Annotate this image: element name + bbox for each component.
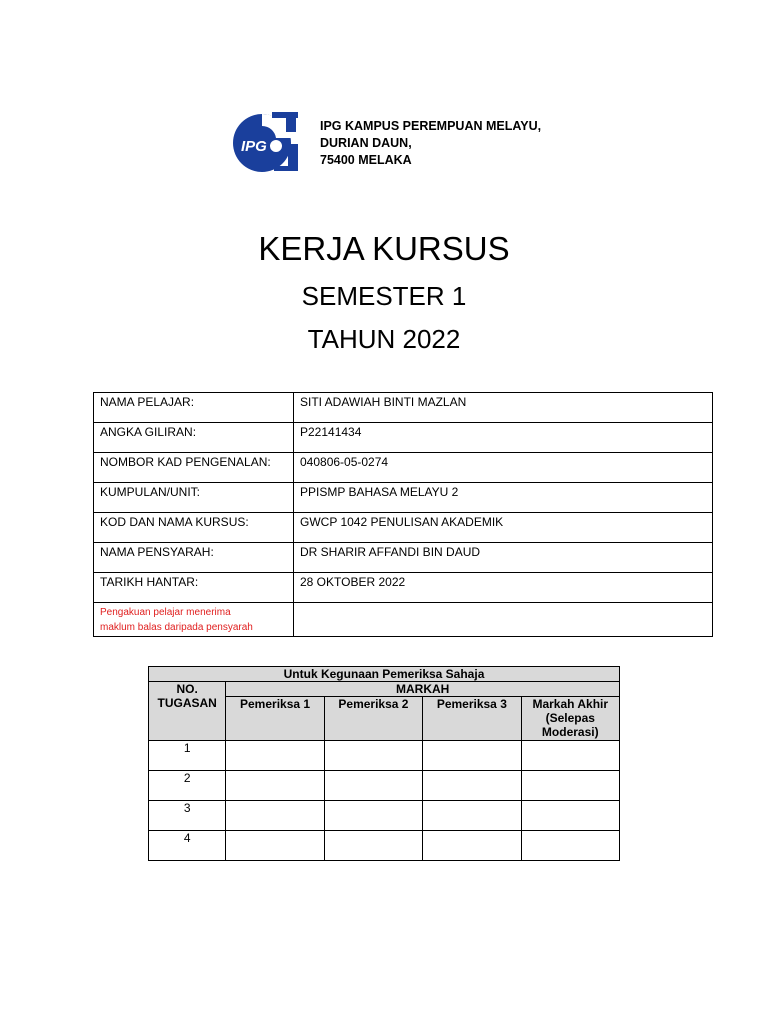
table-row [94, 483, 713, 513]
field-label: TARIKH HANTAR: [94, 573, 294, 603]
col-examiner-2: Pemeriksa 2 [324, 697, 422, 741]
table-row [94, 453, 713, 483]
table-row [149, 771, 620, 801]
task-number: 2 [149, 771, 226, 801]
mark-cell[interactable] [423, 831, 521, 861]
col-task-number: NO. TUGASAN [149, 682, 226, 741]
table-row [94, 393, 713, 423]
field-value: SITI ADAWIAH BINTI MAZLAN [294, 393, 713, 423]
acknowledgement-signature-cell[interactable] [294, 603, 713, 637]
col-markah: MARKAH [226, 682, 620, 697]
logo-text: IPG [241, 138, 267, 155]
acknowledgement-label [94, 603, 294, 637]
acknowledgement-line: Pengakuan pelajar menerima [100, 607, 231, 618]
marks-table [148, 666, 620, 861]
table-row [149, 741, 620, 771]
field-label: KOD DAN NAMA KURSUS: [94, 513, 294, 543]
col-final-mark: Markah Akhir (Selepas Moderasi) [521, 697, 619, 741]
mark-cell[interactable] [423, 771, 521, 801]
field-value: DR SHARIR AFFANDI BIN DAUD [294, 543, 713, 573]
table-row [149, 801, 620, 831]
field-label: KUMPULAN/UNIT: [94, 483, 294, 513]
table-row [94, 573, 713, 603]
mark-cell[interactable] [324, 741, 422, 771]
mark-cell[interactable] [423, 741, 521, 771]
table-row [149, 831, 620, 861]
field-value: PPISMP BAHASA MELAYU 2 [294, 483, 713, 513]
mark-cell[interactable] [324, 771, 422, 801]
mark-cell[interactable] [521, 771, 619, 801]
mark-cell[interactable] [226, 741, 324, 771]
year-heading: TAHUN 2022 [307, 324, 461, 354]
semester-heading: SEMESTER 1 [301, 281, 467, 311]
student-info-table [93, 392, 713, 637]
mark-cell[interactable] [521, 831, 619, 861]
col-examiner-1: Pemeriksa 1 [226, 697, 324, 741]
table-row [94, 513, 713, 543]
table-row [94, 423, 713, 453]
field-label: ANGKA GILIRAN: [94, 423, 294, 453]
table-row [94, 543, 713, 573]
institution-line: 75400 MELAKA [320, 153, 412, 167]
mark-cell[interactable] [226, 831, 324, 861]
mark-cell[interactable] [521, 741, 619, 771]
document-title: KERJA KURSUS [258, 230, 510, 267]
table-row [94, 603, 713, 637]
field-value: P22141434 [294, 423, 713, 453]
field-value: 040806-05-0274 [294, 453, 713, 483]
task-number: 3 [149, 801, 226, 831]
col-examiner-3: Pemeriksa 3 [423, 697, 521, 741]
mark-cell[interactable] [423, 801, 521, 831]
field-value: GWCP 1042 PENULISAN AKADEMIK [294, 513, 713, 543]
task-number: 1 [149, 741, 226, 771]
institution-line: DURIAN DAUN, [320, 136, 412, 150]
task-number: 4 [149, 831, 226, 861]
mark-cell[interactable] [226, 801, 324, 831]
field-label: NAMA PELAJAR: [94, 393, 294, 423]
institution-address [320, 118, 541, 169]
field-value: 28 OKTOBER 2022 [294, 573, 713, 603]
field-label: NOMBOR KAD PENGENALAN: [94, 453, 294, 483]
acknowledgement-line: maklum balas daripada pensyarah [100, 622, 253, 633]
field-label: NAMA PENSYARAH: [94, 543, 294, 573]
mark-cell[interactable] [521, 801, 619, 831]
mark-cell[interactable] [324, 831, 422, 861]
marks-caption: Untuk Kegunaan Pemeriksa Sahaja [149, 667, 620, 682]
mark-cell[interactable] [226, 771, 324, 801]
institution-line: IPG KAMPUS PEREMPUAN MELAYU, [320, 119, 542, 133]
ipg-logo [232, 108, 300, 178]
mark-cell[interactable] [324, 801, 422, 831]
